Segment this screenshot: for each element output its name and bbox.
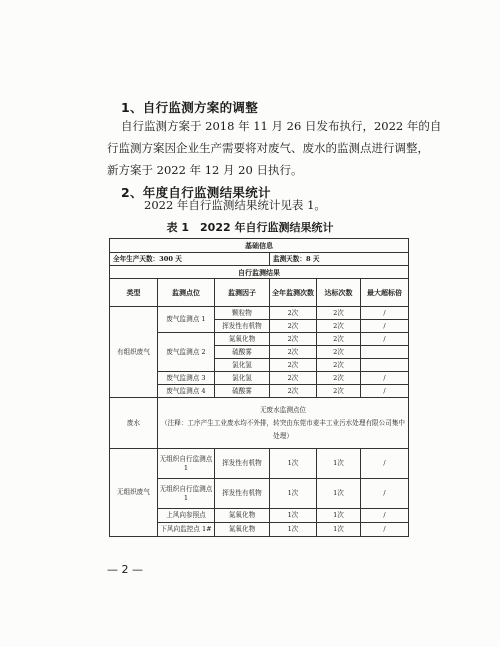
max-cell: /: [361, 509, 409, 523]
point-cell: 废气监测点 1: [158, 307, 215, 333]
count-cell: 2次: [270, 320, 317, 333]
count-cell: 1次: [270, 523, 317, 537]
type-organized: 有组织废气: [110, 307, 158, 398]
point-cell: 下风向监控点 1#: [158, 523, 215, 537]
max-cell: /: [361, 523, 409, 537]
section1-line-3: 新方案于 2022 年 12 月 20 日执行。: [107, 163, 303, 177]
max-cell: /: [361, 479, 409, 509]
count-cell: 1次: [270, 449, 317, 479]
header-point: 监测点位: [158, 279, 215, 307]
section2-heading: 2、年度自行监测结果统计: [121, 185, 271, 200]
point-cell: 上风向参照点: [158, 509, 215, 523]
pass-cell: 1次: [317, 523, 361, 537]
factor-cell: 氮氧化物: [215, 509, 270, 523]
count-cell: 1次: [270, 479, 317, 509]
pass-cell: 1次: [317, 509, 361, 523]
table-row: [110, 398, 409, 449]
pass-cell: 2次: [317, 372, 361, 385]
count-cell: 2次: [270, 385, 317, 398]
count-cell: 2次: [270, 372, 317, 385]
factor-cell: 氯化氢: [215, 359, 270, 372]
pass-cell: 1次: [317, 449, 361, 479]
max-cell: /: [361, 307, 409, 320]
point-cell: 废气监测点 2: [158, 333, 215, 372]
point-cell: 无组织自行监测点 1: [158, 449, 215, 479]
max-cell: /: [361, 449, 409, 479]
point-cell: 废气监测点 3: [158, 372, 215, 385]
pass-cell: 2次: [317, 359, 361, 372]
count-cell: 1次: [270, 509, 317, 523]
factor-cell: 颗粒物: [215, 307, 270, 320]
factor-cell: 硫酸雾: [215, 385, 270, 398]
factor-cell: 氮氧化物: [215, 333, 270, 346]
pass-cell: 2次: [317, 333, 361, 346]
section2-intro: 2022 年自行监测结果统计见表 1。: [144, 198, 326, 212]
count-cell: 2次: [270, 307, 317, 320]
count-cell: 2次: [270, 333, 317, 346]
point-cell: 废气监测点 4: [158, 385, 215, 398]
page-number: — 2 —: [107, 563, 143, 576]
factor-cell: 氮氧化物: [215, 523, 270, 537]
factor-cell: 挥发性有机物: [215, 449, 270, 479]
results-title: 自行监测结果: [110, 266, 409, 279]
header-type: 类型: [110, 279, 158, 307]
type-wastewater: 废水: [110, 398, 158, 449]
point-cell: 无组织自行监测点 1: [158, 479, 215, 509]
count-cell: 2次: [270, 346, 317, 359]
factor-cell: 挥发性有机物: [215, 479, 270, 509]
pass-cell: 2次: [317, 385, 361, 398]
section1-line-1: 自行监测方案于 2018 年 11 月 26 日发布执行，2022 年的自: [121, 119, 442, 133]
pass-cell: 1次: [317, 479, 361, 509]
factor-cell: 硫酸雾: [215, 346, 270, 359]
table-caption: 表 1 2022 年自行监测结果统计: [166, 221, 334, 234]
factor-cell: 挥发性有机物: [215, 320, 270, 333]
wastewater-note: （注释：工序产生工业废水均不外排，转突由东莞市麦丰工业污水处理有限公司集中处理）: [161, 418, 406, 440]
pass-cell: 2次: [317, 307, 361, 320]
count-cell: 2次: [270, 359, 317, 372]
basic-info-title: 基础信息: [110, 239, 409, 253]
header-max: 最大超标倍: [361, 279, 409, 307]
header-factor: 监测因子: [215, 279, 270, 307]
pass-cell: 2次: [317, 320, 361, 333]
section1-line-2: 行监测方案因企业生产需要将对废气、废水的监测点进行调整，: [107, 141, 429, 155]
section1-heading: 1、自行监测方案的调整: [121, 100, 258, 115]
header-count: 全年监测次数: [270, 279, 317, 307]
header-pass: 达标次数: [317, 279, 361, 307]
pass-cell: 2次: [317, 346, 361, 359]
factor-cell: 氯化氢: [215, 372, 270, 385]
monitor-days: 监测天数：8 天: [270, 253, 409, 266]
wastewater-point: 无废水监测点位: [259, 405, 307, 414]
table-row: [110, 449, 409, 479]
max-cell: /: [361, 320, 409, 333]
table-row: [110, 307, 409, 320]
wastewater-cell: [158, 398, 409, 449]
max-cell: [361, 346, 409, 359]
max-cell: /: [361, 333, 409, 346]
max-cell: /: [361, 385, 409, 398]
production-days: 全年生产天数：300 天: [110, 253, 270, 266]
max-cell: /: [361, 372, 409, 385]
type-unorganized: 无组织废气: [110, 449, 158, 537]
results-table: [109, 238, 409, 537]
max-cell: [361, 359, 409, 372]
